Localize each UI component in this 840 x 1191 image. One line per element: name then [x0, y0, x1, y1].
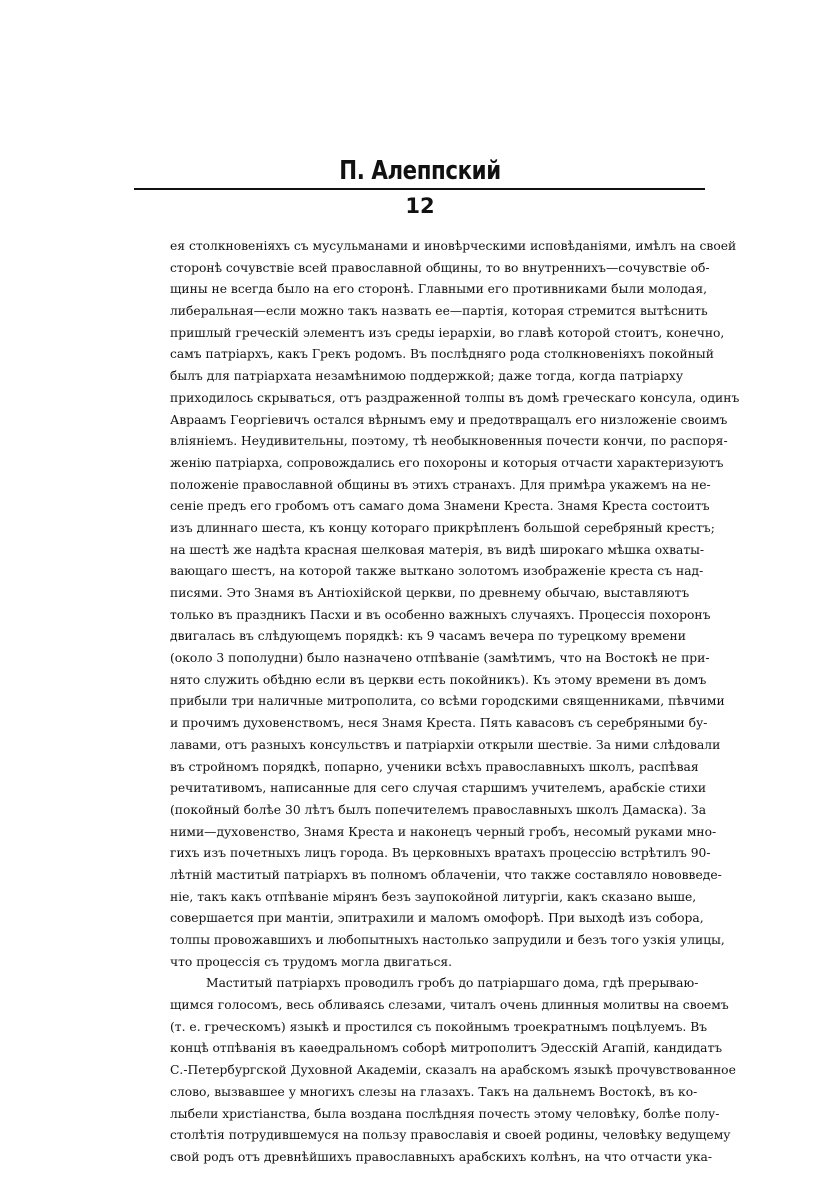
text-line: Маститый патріархъ проводилъ гробъ до патріаршаго дома, гдѣ прерываю- [206, 976, 699, 991]
text-line: гихъ изъ почетныхъ лицъ города. Въ церковныхъ вратахъ процессію встрѣтилъ 90- [170, 846, 711, 861]
text-line: слово, вызвавшее у многихъ слезы на глазахъ. Такъ на дальнемъ Востокѣ, въ ко- [170, 1084, 698, 1099]
text-line: лѣтній маститый патріархъ въ полномъ облаченіи, что также составляло нововведе- [170, 867, 722, 882]
text-line: ніе, такъ какъ отпѣваніе мірянъ безъ заупокойной литургіи, какъ сказано выше, [170, 889, 697, 904]
text-line: вающаго шестъ, на которой также выткано золотомъ изображеніе креста съ над- [170, 564, 704, 579]
text-line: щимся голосомъ, весь обливаясь слезами, читалъ очень длинныя молитвы на своемъ [170, 998, 729, 1013]
running-head-title: П. Алеппский [339, 156, 501, 186]
page-number: 12 [405, 194, 435, 218]
paragraph [170, 973, 736, 1168]
text-line: столѣтія потрудившемуся на пользу православія и своей родины, человѣку ведущему [170, 1128, 731, 1143]
text-line: речитативомъ, написанные для сего случая старшимъ учителемъ, арабскіе стихи [170, 781, 707, 796]
text-line: лыбели христіанства, была воздана послѣдняя почесть этому человѣку, болѣе полу- [170, 1106, 720, 1121]
text-line: щины не всегда было на его сторонѣ. Главными его противниками были молодая, [170, 282, 708, 297]
text-line: женію патріарха, сопровождались его похороны и которыя отчасти характеризуютъ [170, 455, 724, 470]
text-line: совершается при мантіи, эпитрахили и маломъ омофорѣ. При выходѣ изъ собора, [170, 911, 704, 926]
text-line: сторонѣ сочувствіе всей православной общины, то во внутреннихъ—сочувствіе об- [170, 260, 710, 275]
text-line: въ стройномъ порядкѣ, попарно, ученики всѣхъ православныхъ школъ, распѣвая [170, 759, 699, 774]
text-line: и прочимъ духовенствомъ, неся Знамя Креста. Пять кавасовъ съ серебряными бу- [170, 716, 708, 731]
text-line: концѣ отпѣванія въ каѳедральномъ соборѣ митрополитъ Эдесскій Агапій, кандидатъ [170, 1041, 723, 1056]
text-line: былъ для патріархата незамѣнимою поддержкой; даже тогда, когда патріарху [170, 369, 684, 384]
text-line: либеральная—если можно такъ назвать ее—партія, которая стремится вытѣснить [170, 304, 708, 319]
text-line: пришлый греческій элементъ изъ среды іерархіи, во главѣ которой стоитъ, конечно, [170, 325, 725, 340]
paragraph [170, 236, 740, 973]
text-line: Авраамъ Георгіевичъ остался вѣрнымъ ему и предотвращалъ его низложеніе своимъ [170, 412, 728, 427]
text-line: лавами, отъ разныхъ консульствъ и патріархіи открыли шествіе. За ними слѣдовали [170, 737, 721, 752]
text-line: нято служить обѣдню если въ церкви есть покойникъ). Къ этому времени въ домъ [170, 672, 707, 687]
text-line: самъ патріархъ, какъ Грекъ родомъ. Въ послѣдняго рода столкновеніяхъ покойный [170, 347, 714, 362]
text-line: писями. Это Знамя въ Антіохійской церкви, по древнему обычаю, выставляютъ [170, 586, 690, 600]
text-line: вліяніемъ. Неудивительны, поэтому, тѣ необыкновенныя почести кончи, по распоря- [170, 434, 728, 449]
text-line: только въ праздникъ Пасхи и въ особенно важныхъ случаяхъ. Процессія похоронъ [170, 607, 711, 622]
text-line: (около 3 пополудни) было назначено отпѣваніе (замѣтимъ, что на Востокѣ не при- [170, 651, 710, 666]
text-line: что процессія съ трудомъ могла двигаться. [170, 954, 453, 969]
text-line: С.-Петербургской Духовной Академіи, сказалъ на арабскомъ языкѣ прочувствованное [170, 1063, 736, 1078]
text-line: положеніе православной общины въ этихъ странахъ. Для примѣра укажемъ на не- [170, 477, 711, 492]
body-text [170, 236, 740, 1169]
text-line: свой родъ отъ древнѣйшихъ православныхъ арабскихъ колѣнъ, на что отчасти ука- [170, 1149, 712, 1164]
text-line: приходилось скрываться, отъ раздраженной толпы въ домѣ греческаго консула, одинъ [170, 390, 740, 405]
text-line: двигалась въ слѣдующемъ порядкѣ: къ 9 часамъ вечера по турецкому времени [170, 629, 686, 644]
text-line: прибыли три наличные митрополита, со всѣми городскими священниками, пѣвчими [170, 694, 725, 709]
text-line: сеніе предъ его гробомъ отъ самаго дома Знамени Креста. Знамя Креста состоитъ [170, 499, 710, 514]
text-line: изъ длиннаго шеста, къ концу котораго прикрѣпленъ большой серебряный крестъ; [170, 520, 715, 535]
text-line: на шестѣ же надѣта красная шелковая матерія, въ видѣ широкаго мѣшка охваты- [170, 542, 705, 557]
text-line: (покойный болѣе 30 лѣтъ былъ попечителемъ православныхъ школъ Дамаска). За [170, 802, 707, 817]
text-line: ея столкновеніяхъ съ мусульманами и иновѣрческими исповѣданіями, имѣлъ на своей [170, 239, 737, 253]
text-line: (т. е. греческомъ) языкѣ и простился съ покойнымъ троекратнымъ поцѣлуемъ. Въ [170, 1019, 708, 1034]
text-line: толпы провожавшихъ и любопытныхъ настолько запрудили и безъ того узкія улицы, [170, 933, 725, 947]
text-line: ними—духовенство, Знамя Креста и наконецъ черный гробъ, несомый руками мно- [170, 824, 717, 839]
header-rule [134, 188, 705, 190]
